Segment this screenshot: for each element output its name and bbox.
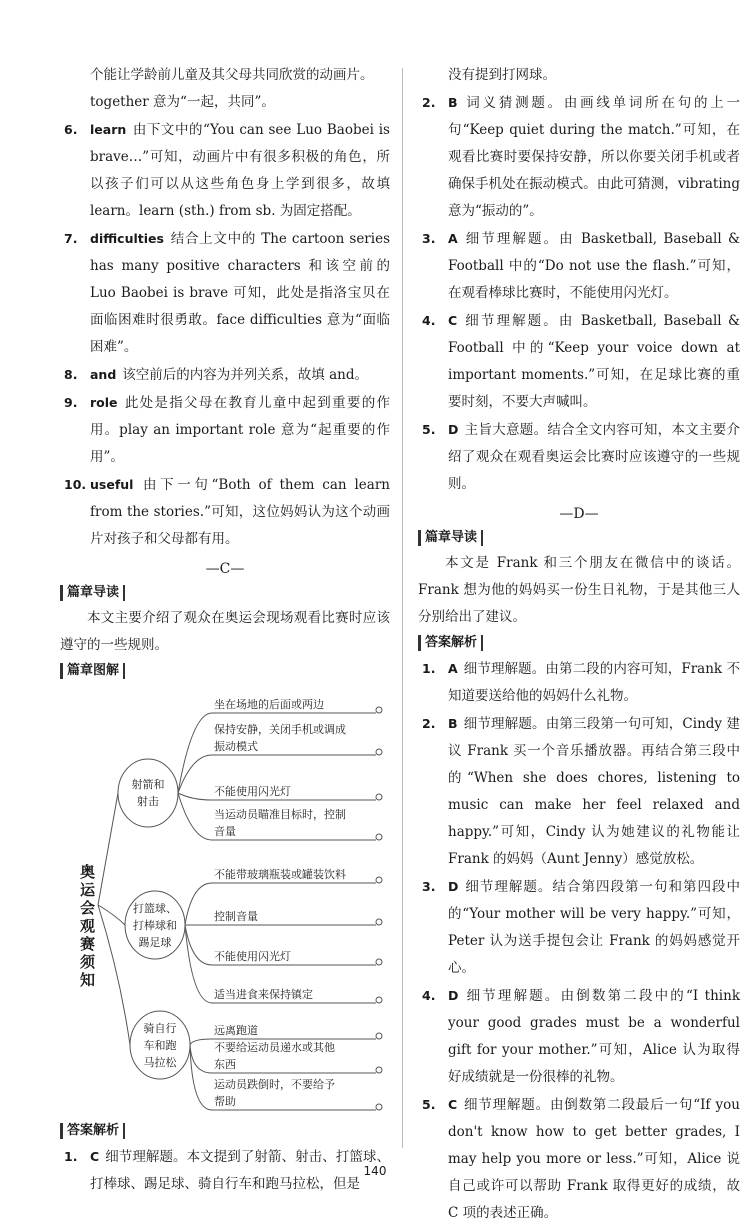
answer-item bbox=[60, 116, 390, 225]
leaf-text: 东西 bbox=[214, 1058, 236, 1071]
item-number: 4. bbox=[422, 313, 436, 328]
root-connector bbox=[98, 905, 125, 925]
item-explanation: 细节理解题。由倒数第二段中的“I think your good grades must be a wonderful gift for your mother.”可知，Alice 认为取得好成绩就是一份很棒的礼物。 bbox=[448, 988, 740, 1085]
item-number: 6. bbox=[64, 122, 78, 137]
item-explanation: 由下文中的“You can see Luo Baobei is brave…”可知，动画片中有很多积极的角色，所以孩子们可以从这些角色身上学到很多，故填learn。learn (sth.) from sb. 为固定搭配。 bbox=[90, 122, 390, 219]
intro-line: 个能让学龄前儿童及其父母共同欣赏的动画片。 bbox=[90, 67, 374, 83]
item-number: 5. bbox=[422, 422, 436, 437]
item-answer: B bbox=[448, 716, 458, 731]
intro-line: together 意为“一起，共同”。 bbox=[90, 94, 275, 110]
item-number: 8. bbox=[64, 367, 78, 382]
item-answer: D bbox=[448, 879, 459, 894]
leaf-end-circle bbox=[376, 834, 382, 840]
item-answer: role bbox=[90, 395, 118, 410]
item-explanation: 主旨大意题。结合全文内容可知，本文主要介绍了观众在观看奥运会比赛时应该遵守的一些规则。 bbox=[448, 422, 740, 492]
item-explanation: 细节理解题。由 Basketball, Baseball & Football 中的“Keep your voice down at important moments.”可知，在足球比赛的重要时刻，不要大声喊叫。 bbox=[448, 313, 740, 410]
item-number: 10. bbox=[64, 477, 87, 492]
item-explanation: 细节理解题。由第二段的内容可知，Frank 不知道要送给他的妈妈什么礼物。 bbox=[448, 661, 740, 704]
answer-item bbox=[60, 389, 390, 471]
item-number: 2. bbox=[422, 95, 436, 110]
guide-label: 篇章导读 bbox=[60, 585, 125, 601]
leaf-end-circle bbox=[376, 1033, 382, 1039]
answer-item bbox=[418, 710, 740, 873]
leaf-text: 运动员跌倒时，不要给予 bbox=[214, 1078, 335, 1091]
answer-label: 答案解析 bbox=[418, 635, 483, 651]
leaf-end-circle bbox=[376, 794, 382, 800]
leaf-text: 帮助 bbox=[214, 1095, 236, 1108]
item-number: 1. bbox=[422, 661, 436, 676]
root-connector bbox=[98, 793, 118, 905]
item-number: 1. bbox=[64, 1149, 78, 1164]
leaf-end-circle bbox=[376, 997, 382, 1003]
group-label: 车和跑 bbox=[143, 1038, 177, 1052]
item-answer: and bbox=[90, 367, 117, 382]
guide-text: 本文是 Frank 和三个朋友在微信中的谈话。Frank 想为他的妈妈买一份生日礼物，于是其他三人分别给出了建议。 bbox=[418, 555, 740, 625]
leaf-text: 不能带玻璃瓶装或罐装饮料 bbox=[214, 868, 346, 881]
item-number: 3. bbox=[422, 879, 436, 894]
item-answer: learn bbox=[90, 122, 127, 137]
item-answer: difficulties bbox=[90, 231, 164, 246]
leaf-end-circle bbox=[376, 707, 382, 713]
item-explanation: 细节理解题。由第三段第一句可知，Cindy 建议 Frank 买一个音乐播放器。再结合第三段中的“When she does chores, listening to music can make her feel relaxed and happy.”可知，Cindy 认为她建议的礼物能让 Frank 的妈妈（Aunt Jenny）感觉放松。 bbox=[448, 716, 740, 867]
item-answer: C bbox=[448, 313, 458, 328]
branch-line bbox=[178, 755, 212, 793]
item-answer: C bbox=[448, 1097, 458, 1112]
leaf-end-circle bbox=[376, 877, 382, 883]
item-explanation: 词义猜测题。由画线单词所在句的上一句“Keep quiet during the match.”可知，在观看比赛时要保持安静，所以你要关闭手机或者确保手机处在振动模式。由此可猜测，vibrating 意为“振动的”。 bbox=[448, 95, 740, 219]
item-answer: useful bbox=[90, 477, 134, 492]
item-answer: D bbox=[448, 422, 459, 437]
answer-item bbox=[418, 655, 740, 710]
section-heading-c: —C— bbox=[205, 561, 245, 577]
item-explanation: 结合上文中的 The cartoon series has many positive characters 和该空前的 Luo Baobei is brave 可知，此处是指洛宝贝在面临困难时很勇敢。face difficulties 意为“面临困难”。 bbox=[90, 231, 390, 355]
leaf-end-circle bbox=[376, 1104, 382, 1110]
item-number: 9. bbox=[64, 395, 78, 410]
answer-item bbox=[60, 471, 390, 553]
group-label: 射箭和 bbox=[131, 778, 165, 791]
item-number: 2. bbox=[422, 716, 436, 731]
answer-item bbox=[418, 873, 740, 982]
leaf-text: 当运动员瞄准目标时，控制 bbox=[214, 808, 346, 821]
column-divider bbox=[402, 68, 403, 1148]
item-number: 3. bbox=[422, 231, 436, 246]
mind-map bbox=[60, 685, 390, 1115]
group-label: 射击 bbox=[137, 795, 159, 808]
answer-item bbox=[418, 1091, 740, 1227]
leaf-text: 音量 bbox=[214, 825, 236, 838]
item-explanation: 细节理解题。结合第四段第一句和第四段中的“Your mother will be very happy.”可知，Peter 认为送手提包会让 Frank 的妈妈感觉开心。 bbox=[448, 879, 740, 976]
leaf-end-circle bbox=[376, 1067, 382, 1073]
answer-item bbox=[60, 225, 390, 361]
leaf-text: 不能使用闪光灯 bbox=[214, 785, 291, 798]
group-label: 骑自行 bbox=[143, 1021, 177, 1035]
group-label: 马拉松 bbox=[143, 1055, 177, 1069]
guide-text: 本文主要介绍了观众在奥运会现场观看比赛时应该遵守的一些规则。 bbox=[60, 610, 390, 653]
diagram-label: 篇章图解 bbox=[60, 663, 125, 679]
leaf-text: 控制音量 bbox=[214, 910, 258, 923]
group-label: 踢足球 bbox=[138, 935, 172, 949]
leaf-end-circle bbox=[376, 919, 382, 925]
leaf-text: 远离跑道 bbox=[214, 1024, 258, 1037]
guide-label: 篇章导读 bbox=[418, 530, 483, 546]
item-number: 4. bbox=[422, 988, 436, 1003]
item-explanation: 细节理解题。由 Basketball, Baseball & Football 中的“Do not use the flash.”可知，在观看棒球比赛时，不能使用闪光灯。 bbox=[448, 231, 740, 301]
leaf-text: 不能使用闪光灯 bbox=[214, 950, 291, 963]
branch-line bbox=[190, 1045, 212, 1110]
mind-map-root: 奥运会观赛须知 bbox=[80, 863, 96, 989]
continue-text: 没有提到打网球。 bbox=[448, 67, 556, 83]
page-number: 140 bbox=[363, 1164, 387, 1178]
item-number: 5. bbox=[422, 1097, 436, 1112]
item-explanation: 该空前后的内容为并列关系，故填 and。 bbox=[122, 367, 368, 383]
item-answer: D bbox=[448, 988, 459, 1003]
section-heading-d: —D— bbox=[559, 506, 599, 522]
branch-line bbox=[190, 1045, 212, 1073]
item-explanation: 由下一句“Both of them can learn from the stories.”可知，这位妈妈认为这个动画片对孩子和父母都有用。 bbox=[90, 477, 390, 547]
answer-label: 答案解析 bbox=[60, 1123, 125, 1139]
answer-item bbox=[60, 361, 390, 389]
leaf-end-circle bbox=[376, 959, 382, 965]
answer-item bbox=[418, 416, 740, 498]
answer-item bbox=[418, 982, 740, 1091]
item-answer: C bbox=[90, 1149, 100, 1164]
leaf-text: 振动模式 bbox=[214, 740, 258, 753]
branch-line bbox=[178, 793, 212, 800]
branch-line bbox=[185, 883, 212, 925]
item-answer: B bbox=[448, 95, 458, 110]
leaf-text: 坐在场地的后面或两边 bbox=[214, 698, 324, 711]
answer-item bbox=[418, 89, 740, 225]
answer-item bbox=[418, 225, 740, 307]
item-number: 7. bbox=[64, 231, 78, 246]
item-answer: A bbox=[448, 661, 458, 676]
leaf-text: 适当进食来保持镇定 bbox=[214, 988, 313, 1001]
group-label: 打棒球和 bbox=[133, 918, 177, 932]
branch-line bbox=[185, 925, 212, 1003]
item-explanation: 细节理解题。本文提到了射箭、射击、打篮球、打棒球、踢足球、骑自行车和跑马拉松，但是 bbox=[90, 1149, 390, 1192]
branch-line bbox=[190, 1039, 212, 1045]
leaf-text: 不要给运动员递水或其他 bbox=[214, 1041, 335, 1054]
group-label: 打篮球、 bbox=[133, 901, 177, 915]
item-answer: A bbox=[448, 231, 458, 246]
item-explanation: 细节理解题。由倒数第二段最后一句“If you don't know how to get better grades, I may help you more or less.”可知，Alice 说自己或许可以帮助 Frank 取得更好的成绩，故 C 项的表述正确。 bbox=[448, 1097, 740, 1221]
leaf-text: 保持安静，关闭手机或调成 bbox=[214, 723, 346, 736]
item-explanation: 此处是指父母在教育儿童中起到重要的作用。play an important role 意为“起重要的作用”。 bbox=[90, 395, 390, 465]
right-column bbox=[418, 62, 740, 1227]
leaf-end-circle bbox=[376, 749, 382, 755]
answer-item bbox=[418, 307, 740, 416]
left-column bbox=[60, 62, 390, 1198]
